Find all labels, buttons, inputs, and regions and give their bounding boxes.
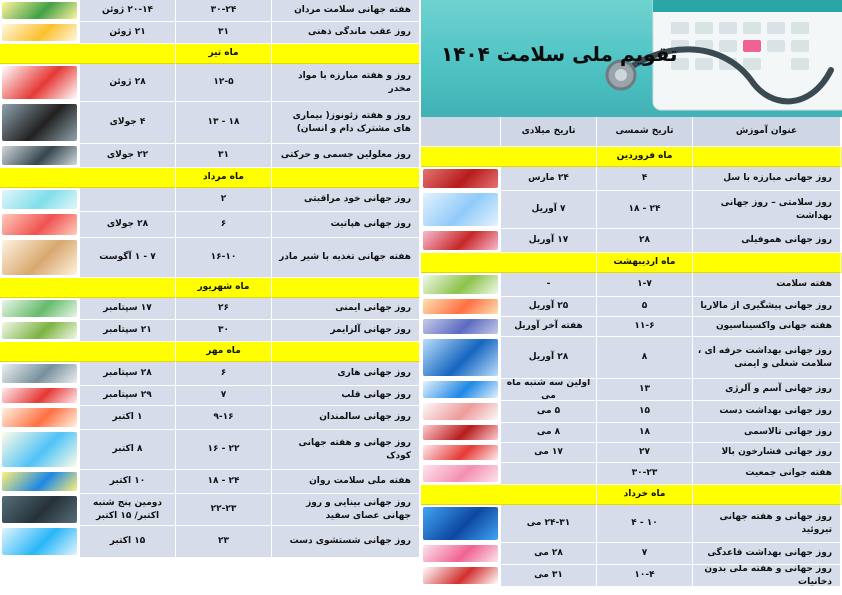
shamsi-date-cell: ۶ — [176, 362, 272, 386]
shamsi-date-cell: ۲۷ — [597, 443, 693, 463]
thumbnail-graphic — [423, 275, 498, 294]
shamsi-date-cell: ۱۰ - ۴ — [597, 505, 693, 543]
event-title-cell: روز جهانی بهداشت حرفه ای ، سلامت شغلی و ایمنی — [693, 337, 841, 379]
thumbnail-graphic — [423, 425, 498, 440]
table-row — [0, 470, 420, 494]
shamsi-date-cell: ۶ — [176, 212, 272, 238]
header-title: عنوان آموزش — [693, 117, 841, 147]
month-header-row — [0, 168, 420, 188]
table-row — [421, 543, 842, 565]
thumbnail-graphic — [2, 190, 77, 209]
table-row — [421, 337, 842, 379]
thumbnail-graphic — [2, 472, 77, 491]
header-image-column — [421, 117, 501, 147]
miladi-date-cell: ۱۵ اکتبر — [80, 526, 176, 558]
thumbnail-image — [0, 188, 80, 212]
miladi-date-cell: ۱۷ می — [501, 443, 597, 463]
month-label: ماه فروردین — [597, 147, 693, 167]
miladi-date-cell: ۲۸ آوریل — [501, 337, 597, 379]
thumbnail-graphic — [423, 465, 498, 482]
miladi-date-cell: ۲۱ سپتامبر — [80, 320, 176, 342]
event-title-cell: روز جهانی خود مراقبتی — [272, 188, 420, 212]
event-title-cell: هفته سلامت — [693, 273, 841, 297]
event-title-cell: روز سلامتی – روز جهانی بهداشت — [693, 191, 841, 229]
month-label: ماه اردیبهشت — [597, 253, 693, 273]
thumbnail-image — [421, 379, 501, 401]
event-title-cell: روز و هفته مبارزه با مواد مخدر — [272, 64, 420, 102]
event-title-cell: هفته جهانی تغذیه با شیر مادر — [272, 238, 420, 278]
month-spacer — [272, 168, 420, 188]
shamsi-date-cell: ۳۰-۲۳ — [597, 463, 693, 485]
thumbnail-graphic — [2, 24, 77, 41]
table-row — [421, 505, 842, 543]
thumbnail-graphic — [2, 214, 77, 235]
thumbnail-image — [0, 0, 80, 22]
thumbnail-image — [0, 64, 80, 102]
thumbnail-graphic — [2, 528, 77, 555]
miladi-date-cell: ۲۸ می — [501, 543, 597, 565]
miladi-date-cell: ۱۷ آوریل — [501, 229, 597, 253]
month-spacer — [272, 44, 420, 64]
miladi-date-cell: ۱۷ سپتامبر — [80, 298, 176, 320]
thumbnail-image — [0, 470, 80, 494]
shamsi-date-cell: ۲۶ — [176, 298, 272, 320]
thumbnail-image — [421, 565, 501, 587]
month-spacer — [421, 485, 597, 505]
miladi-date-cell: ۷ - ۱ آگوست — [80, 238, 176, 278]
table-row — [421, 317, 842, 337]
thumbnail-image — [0, 430, 80, 470]
thumbnail-image — [421, 505, 501, 543]
thumbnail-graphic — [423, 507, 498, 540]
table-row — [421, 423, 842, 443]
event-title-cell: روز جهانی و هفته جهانی تیروئید — [693, 505, 841, 543]
shamsi-date-cell: ۲ — [176, 188, 272, 212]
table-row — [421, 565, 842, 587]
month-spacer — [693, 147, 841, 167]
event-title-cell: روز جهانی ایمنی — [272, 298, 420, 320]
thumbnail-graphic — [2, 300, 77, 317]
thumbnail-graphic — [2, 146, 77, 165]
event-title-cell: روز جهانی و هفته ملی بدون دخانیات — [693, 565, 841, 587]
right-panel — [421, 0, 842, 595]
header-miladi-date: تاریخ میلادی — [501, 117, 597, 147]
table-row — [0, 64, 420, 102]
thumbnail-image — [0, 406, 80, 430]
table-row — [421, 229, 842, 253]
table-row — [0, 320, 420, 342]
event-title-cell: هفته ملی سلامت روان — [272, 470, 420, 494]
miladi-date-cell: ۲۴ مارس — [501, 167, 597, 191]
thumbnail-image — [0, 362, 80, 386]
thumbnail-graphic — [2, 364, 77, 383]
thumbnail-image — [0, 494, 80, 526]
event-title-cell: روز جهانی سالمندان — [272, 406, 420, 430]
shamsi-date-cell: ۲۴ - ۱۸ — [597, 191, 693, 229]
shamsi-date-cell: ۱۵ — [597, 401, 693, 423]
event-title-cell: روز جهانی فشارخون بالا — [693, 443, 841, 463]
event-title-cell: روز جهانی شستشوی دست — [272, 526, 420, 558]
event-title-cell: روز جهانی قلب — [272, 386, 420, 406]
table-row — [0, 102, 420, 144]
shamsi-date-cell: ۱۸ — [597, 423, 693, 443]
table-row — [421, 191, 842, 229]
page-title: تقویم ملی سلامت ۱۴۰۴ — [441, 42, 678, 66]
shamsi-date-cell: ۱-۷ — [597, 273, 693, 297]
shamsi-date-cell: ۲۸ — [597, 229, 693, 253]
shamsi-date-cell: ۱۳ — [597, 379, 693, 401]
event-title-cell: روز جهانی آلزایمر — [272, 320, 420, 342]
month-spacer — [693, 485, 841, 505]
table-row — [0, 212, 420, 238]
miladi-date-cell: ۲۵ آوریل — [501, 297, 597, 317]
thumbnail-graphic — [423, 299, 498, 314]
thumbnail-graphic — [423, 403, 498, 420]
table-row — [0, 0, 420, 22]
miladi-date-cell — [80, 188, 176, 212]
month-header-row — [0, 278, 420, 298]
event-title-cell: هفته جهانی واکسیناسیون — [693, 317, 841, 337]
thumbnail-image — [0, 298, 80, 320]
thumbnail-image — [421, 317, 501, 337]
miladi-date-cell: ۱ اکتبر — [80, 406, 176, 430]
thumbnail-image — [421, 191, 501, 229]
table-row — [0, 526, 420, 558]
thumbnail-image — [0, 102, 80, 144]
table-row — [421, 273, 842, 297]
thumbnail-image — [421, 401, 501, 423]
miladi-date-cell: ۷ آوریل — [501, 191, 597, 229]
table-row — [0, 494, 420, 526]
shamsi-date-cell: ۱۱-۶ — [597, 317, 693, 337]
thumbnail-graphic — [423, 545, 498, 562]
event-title-cell: روز جهانی آسم و آلرژی — [693, 379, 841, 401]
month-spacer — [0, 44, 176, 64]
event-title-cell: روز جهانی پیشگیری از مالاریا — [693, 297, 841, 317]
thumbnail-image — [421, 463, 501, 485]
event-title-cell: روز و هفته زئونوز( بیماری های مشترک دام و انسان) — [272, 102, 420, 144]
miladi-date-cell: ۵ می — [501, 401, 597, 423]
event-title-cell: روز جهانی هاری — [272, 362, 420, 386]
table-row — [0, 362, 420, 386]
miladi-date-cell: ۲۴-۳۱ می — [501, 505, 597, 543]
event-title-cell: روز عقب ماندگی ذهنی — [272, 22, 420, 44]
month-label: ماه شهریور — [176, 278, 272, 298]
month-spacer — [693, 253, 841, 273]
event-title-cell: هفته جهانی سلامت مردان — [272, 0, 420, 22]
shamsi-date-cell: ۹-۱۶ — [176, 406, 272, 430]
month-spacer — [421, 253, 597, 273]
thumbnail-graphic — [2, 408, 77, 427]
table-row — [0, 238, 420, 278]
miladi-date-cell: - — [501, 273, 597, 297]
event-title-cell: روز جهانی بینایی و روز جهانی عصای سفید — [272, 494, 420, 526]
table-row — [0, 188, 420, 212]
month-label: ماه تیر — [176, 44, 272, 64]
thumbnail-image — [0, 22, 80, 44]
thumbnail-graphic — [2, 2, 77, 19]
event-title-cell: هفته جوانی جمعیت — [693, 463, 841, 485]
miladi-date-cell: ۲۹ سپتامبر — [80, 386, 176, 406]
table-row — [0, 386, 420, 406]
event-title-cell: روز جهانی مبارزه با سل — [693, 167, 841, 191]
header-shamsi-date: تاریخ شمسی — [597, 117, 693, 147]
thumbnail-graphic — [2, 66, 77, 99]
thumbnail-image — [0, 144, 80, 168]
shamsi-date-cell: ۱۶-۱۰ — [176, 238, 272, 278]
month-header-row — [421, 147, 842, 167]
thumbnail-image — [421, 167, 501, 191]
thumbnail-graphic — [2, 432, 77, 467]
table-row — [421, 401, 842, 423]
thumbnail-image — [0, 212, 80, 238]
shamsi-date-cell: ۳۱ — [176, 22, 272, 44]
month-spacer — [272, 278, 420, 298]
shamsi-date-cell: ۲۳ — [176, 526, 272, 558]
shamsi-date-cell: ۲۴ - ۱۸ — [176, 470, 272, 494]
month-header-row — [421, 485, 842, 505]
miladi-date-cell: ۲۰-۱۴ ژوئن — [80, 0, 176, 22]
shamsi-date-cell: ۸ — [597, 337, 693, 379]
miladi-date-cell: اولین سه شنبه ماه می — [501, 379, 597, 401]
miladi-date-cell: ۲۸ ژوئن — [80, 64, 176, 102]
miladi-date-cell: ۱۰ اکتبر — [80, 470, 176, 494]
table-row — [0, 22, 420, 44]
thumbnail-image — [0, 526, 80, 558]
miladi-date-cell: ۸ اکتبر — [80, 430, 176, 470]
thumbnail-graphic — [2, 496, 77, 523]
thumbnail-image — [421, 273, 501, 297]
miladi-date-cell: ۴ جولای — [80, 102, 176, 144]
shamsi-date-cell: ۱۰-۴ — [597, 565, 693, 587]
miladi-date-cell: ۸ می — [501, 423, 597, 443]
thumbnail-image — [421, 543, 501, 565]
thumbnail-graphic — [423, 445, 498, 460]
event-title-cell: روز جهانی و هفته جهانی کودک — [272, 430, 420, 470]
miladi-date-cell: ۲۲ جولای — [80, 144, 176, 168]
month-label: ماه خرداد — [597, 485, 693, 505]
thumbnail-graphic — [423, 319, 498, 334]
event-title-cell: روز جهانی هموفیلی — [693, 229, 841, 253]
month-spacer — [272, 342, 420, 362]
miladi-date-cell: ۲۱ ژوئن — [80, 22, 176, 44]
month-header-row — [421, 253, 842, 273]
table-header-row — [421, 117, 842, 147]
thumbnail-graphic — [423, 339, 498, 376]
miladi-date-cell: هفته آخر آوریل — [501, 317, 597, 337]
thumbnail-image — [421, 337, 501, 379]
month-label: ماه مهر — [176, 342, 272, 362]
shamsi-date-cell: ۷ — [597, 543, 693, 565]
shamsi-date-cell: ۳۰-۲۴ — [176, 0, 272, 22]
table-row — [421, 167, 842, 191]
table-row — [0, 406, 420, 430]
thumbnail-graphic — [423, 381, 498, 398]
miladi-date-cell: ۲۸ سپتامبر — [80, 362, 176, 386]
thumbnail-image — [421, 297, 501, 317]
left-panel — [0, 0, 420, 595]
table-row — [421, 443, 842, 463]
table-row — [0, 430, 420, 470]
header-banner — [421, 0, 842, 117]
month-label: ماه مرداد — [176, 168, 272, 188]
table-row — [0, 298, 420, 320]
thumbnail-image — [421, 423, 501, 443]
table-row — [421, 463, 842, 485]
shamsi-date-cell: ۲۲ - ۱۶ — [176, 430, 272, 470]
shamsi-date-cell: ۴ — [597, 167, 693, 191]
table-row — [0, 144, 420, 168]
event-title-cell: روز جهانی بهداشت دست — [693, 401, 841, 423]
thumbnail-image — [0, 320, 80, 342]
event-title-cell: روز جهانی هپاتیت — [272, 212, 420, 238]
thumbnail-graphic — [423, 169, 498, 188]
table-row — [421, 379, 842, 401]
shamsi-date-cell: ۲۲-۲۳ — [176, 494, 272, 526]
shamsi-date-cell: ۳۱ — [176, 144, 272, 168]
thumbnail-image — [421, 443, 501, 463]
event-title-cell: روز جهانی تالاسمی — [693, 423, 841, 443]
thumbnail-graphic — [2, 240, 77, 275]
table-row — [421, 297, 842, 317]
event-title-cell: روز جهانی بهداشت قاعدگی — [693, 543, 841, 565]
thumbnail-image — [0, 238, 80, 278]
miladi-date-cell: ۳۱ می — [501, 565, 597, 587]
month-header-row — [0, 44, 420, 64]
miladi-date-cell: دومین پنج شنبه اکتبر/ ۱۵ اکتبر — [80, 494, 176, 526]
month-spacer — [421, 147, 597, 167]
shamsi-date-cell: ۷ — [176, 386, 272, 406]
thumbnail-graphic — [2, 104, 77, 141]
shamsi-date-cell: ۵ — [597, 297, 693, 317]
miladi-date-cell — [501, 463, 597, 485]
thumbnail-graphic — [423, 567, 498, 584]
month-spacer — [0, 342, 176, 362]
thumbnail-graphic — [2, 322, 77, 339]
thumbnail-image — [421, 229, 501, 253]
thumbnail-graphic — [2, 388, 77, 403]
shamsi-date-cell: ۳۰ — [176, 320, 272, 342]
thumbnail-graphic — [423, 231, 498, 250]
shamsi-date-cell: ۱۲-۵ — [176, 64, 272, 102]
month-spacer — [0, 168, 176, 188]
month-header-row — [0, 342, 420, 362]
event-title-cell: روز معلولین جسمی و حرکتی — [272, 144, 420, 168]
miladi-date-cell: ۲۸ جولای — [80, 212, 176, 238]
thumbnail-graphic — [423, 193, 498, 226]
month-spacer — [0, 278, 176, 298]
shamsi-date-cell: ۱۸ - ۱۳ — [176, 102, 272, 144]
thumbnail-image — [0, 386, 80, 406]
